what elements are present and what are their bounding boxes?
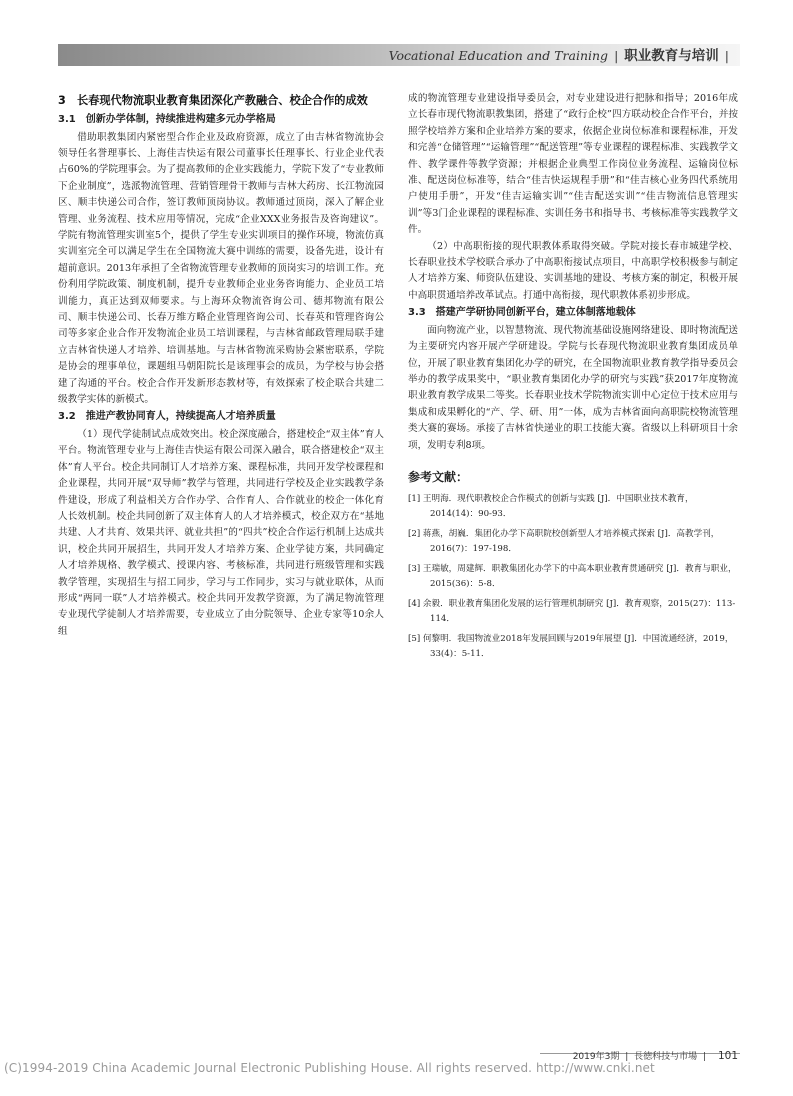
running-header — [389, 45, 735, 67]
section-3-2-paragraph-1: （1）现代学徒制试点成效突出。校企深度融合，搭建校企“双主体”育人平台。物流管理专业与上海佳吉快运有限公司深入融合，联合搭建校企“双主体”育人平台。校企共同制订人才培养方案、课程标准，共同开发学校课程和企业课程，共同开展“双导师”教学与管理，共同进行学校及企业实践教学条件建设，形成了利益相关方合作办学、合作育人、合作就业的校企一体化育人长效机制。校企共同创新了双主体育人的人才培养模式，校企双方在“基地共建、人才共育、效果共评、就业共担”的“四共”校企合作运行机制上达成共识，校企共同开展招生，共同开发人才培养方案、企业学徒方案，共同确定人才培养规格、教学模式、授课内容、考核标准，共同进行班级管理和实践教学管理，实现招生与招工同步，学习与工作同步，实习与就业联体，从而形成“两同一联”人才培养模式。校企共同开发教学资源，为了满足物流管理专业现代学徒制人才培养需要，专业成立了由分院领导、企业专家等10余人组 — [58, 428, 384, 637]
section-3-title: 3 长春现代物流职业教育集团深化产教融合、校企合作的成效 — [58, 94, 368, 107]
section-3-3-title: 3.3 搭建产学研协同创新平台，建立体制落地载体 — [408, 307, 636, 319]
reference-item: [1] 王明海．现代职教校企合作模式的创新与实践 [J]．中国职业技术教育，2014(14)：90-93． — [408, 494, 694, 520]
header-end-bar: | — [724, 48, 729, 63]
right-column — [408, 91, 738, 667]
footer-separator-2: | — [703, 1052, 707, 1062]
page-number: 101 — [717, 1050, 738, 1062]
footer-journal: 長徳科技与市場 — [634, 1052, 698, 1062]
journal-name-cn: 职业教育与培训 — [624, 48, 719, 64]
left-column — [58, 92, 384, 640]
reference-item: [5] 何黎明．我国物流业2018年发展回顾与2019年展望 [J]．中国流通经济，2019，33(4)：5-11． — [408, 634, 734, 660]
references-title: 参考文献： — [408, 470, 469, 485]
section-3-3-paragraph: 面向物流产业，以智慧物流、现代物流基础设施网络建设、即时物流配送为主要研究内容开展产学研建设。学院与长春现代物流职业教育集团成员单位，开展了职业教育集团化办学的研究，在全国物流职业教育教学指导委员会举办的教学成果奖中，“职业教育集团化办学的研究与实践”获2017年度物流职业教育教学成果二等奖。长春职业技术学院物流实训中心定位于技术应用与集成和成果孵化的“产、学、研、用”一体，成为吉林省面向高职院校物流管理类大赛的赛场。承接了吉林省快递业的职工技能大赛。省级以上科研项目十余项，发明专利8项。 — [408, 324, 738, 451]
journal-name-en: Vocational Education and Training — [388, 48, 609, 63]
copyright-watermark: (C)1994-2019 China Academic Journal Electronic Publishing House. All rights reserved. http://www.cnki.net — [4, 1061, 655, 1075]
section-3-2-paragraph-2: （2）中高职衔接的现代职教体系取得突破。学院对接长春市城建学校、长春职业技术学校联合承办了中高职衔接试点项目，中高职学校积极参与制定人才培养方案、师资队伍建设、实训基地的建设、考核方案的制定，积极开展中高职贯通培养改革试点。打通中高衔接，现代职教体系初步形成。 — [408, 240, 738, 301]
footer-issue: 2019年3期 — [572, 1052, 620, 1062]
footer-separator: | — [625, 1052, 629, 1062]
section-3-1-title: 3.1 创新办学体制，持续推进构建多元办学格局 — [58, 114, 276, 125]
reference-item: [2] 蒋燕，胡巍．集团化办学下高职院校创新型人才培养模式探索 [J]．高教学刊，2016(7)：197-198． — [408, 529, 720, 555]
section-3-1-paragraph: 借助职教集团内紧密型合作企业及政府资源，成立了由吉林省物流协会领导任名誉理事长、上海佳吉快运有限公司董事长任理事长、行业企业代表占60%的学院理事会。为了提高教师的企业实践能力，学院下发了“专业教师下企业制度”，选派物流管理、营销管理骨干教师与吉林大药房、长江物流园区、顺丰快递公司合作，签订教师顶岗协议。教师通过顶岗，深入了解企业管理、业务流程、技术应用等情况，完成“企业XXX业务报告及咨询建议”。学院有物流管理实训室5个，提供了学生专业实训项目的操作环境，物流仿真实训室完全可以满足学生在全国物流大赛中训练的需要，设备先进，设计有超前意识。2013年承担了全省物流管理专业教师的顶岗实习的培训工作。充份利用学院政策、制度机制，提升专业教师企业业务咨询能力、企业员工培训能力，真正达到双师要求。与上海环众物流咨询公司、德邦物流有限公司、顺丰快递公司、长春万维方略企业管理咨询公司、长春英和管理咨询公司等多家企业合作开发物流企业员工培训课程，与吉林省邮政管理局联手建立吉林省快递人才培养、培训基地。与吉林省物流采购协会紧密联系，学院是协会的理事单位，课题组马朝阳院长是该理事会的成员，为学校与协会搭建了沟通的平台。校企合作开发新形态教材等，有效探索了校企联合共建二级教学实体的新模式。 — [58, 131, 384, 405]
reference-item: [4] 余毅．职业教育集团化发展的运行管理机制研究 [J]．教育观察，2015(27)：113-114． — [408, 599, 736, 625]
section-3-2-paragraph-1-continued: 成的物流管理专业建设指导委员会，对专业建设进行把脉和指导；2016年成立长春市现代物流职教集团，搭建了“政行企校”四方联动校企合作平台，并按照学校培养方案和企业培养方案的要求，依据企业岗位标准和课程标准，开发和完善“仓储管理”“运输管理”“配送管理”等专业课程的课程标准、实践教学文件、教学课件等教学资源；并根据企业典型工作岗位业务流程、运输岗位标准、配送岗位标准等，结合“佳吉快运规程手册”和“佳吉核心业务四代系统用户使用手册”，开发“佳吉运输实训”“佳吉配送实训”“佳吉物流信息管理实训”等3门企业课程的课程标准、实训任务书和指导书、考核标准等实践教学文件。 — [408, 93, 738, 236]
reference-item: [3] 王瑞敏，周建辉．职教集团化办学下的中高本职业教育贯通研究 [J]．教育与职业，2015(36)：5-8． — [408, 564, 737, 590]
section-3-2-title: 3.2 推进产教协同育人，持续提高人才培养质量 — [58, 411, 276, 423]
header-separator: | — [614, 48, 619, 63]
